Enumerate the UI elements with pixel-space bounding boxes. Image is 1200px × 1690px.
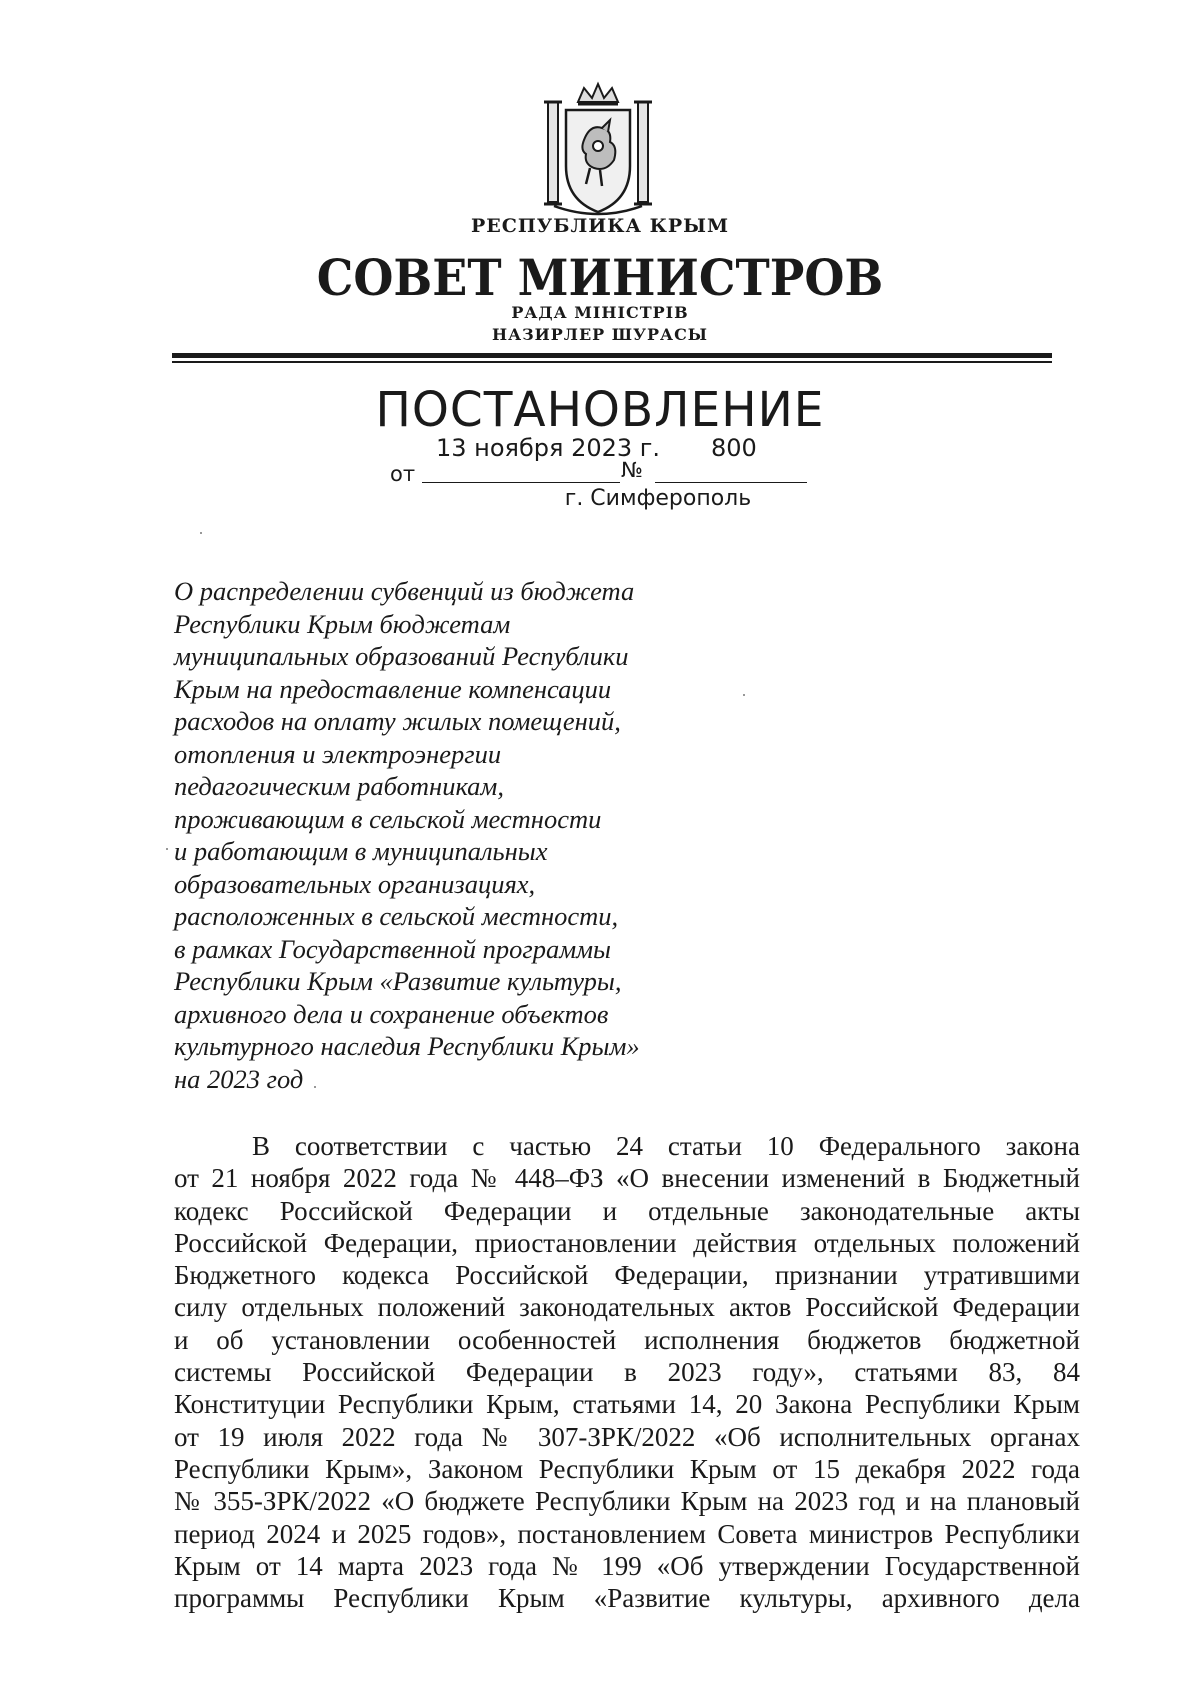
- body-line: кодекс Российской Федерации и отдельные законодательные акты: [174, 1195, 1080, 1226]
- subject-line: педагогическим работникам,: [174, 771, 504, 801]
- document-date: 13 ноября 2023 г.: [436, 434, 661, 462]
- header-divider-thick: [172, 353, 1052, 358]
- date-prefix-label: от: [390, 462, 416, 486]
- document-type-title: ПОСТАНОВЛЕНИЕ: [375, 382, 825, 438]
- body-paragraph: [174, 1130, 1080, 1614]
- body-line: период 2024 и 2025 годов», постановлением Совета министров Республики: [174, 1518, 1080, 1549]
- subject-line: расходов на оплату жилых помещений,: [174, 706, 621, 736]
- council-name-crimean-tatar: НАЗИРЛЕР ШУРАСЫ: [491, 325, 709, 344]
- body-line: от 21 ноября 2022 года № 448–ФЗ «О внесении изменений в Бюджетный: [174, 1163, 1080, 1194]
- body-line: Бюджетного кодекса Российской Федерации, признании утратившими: [174, 1260, 1080, 1291]
- council-name-ukrainian: РАДА МІНІСТРІВ: [511, 303, 689, 322]
- body-line: Российской Федерации, приостановлении действия отдельных положений: [174, 1227, 1080, 1258]
- subject-line: и работающим в муниципальных: [174, 836, 548, 866]
- document-subject: [174, 575, 774, 1095]
- republic-name: РЕСПУБЛИКА КРЫМ: [470, 215, 730, 237]
- number-prefix-label: №: [621, 458, 643, 482]
- header-divider-thin: [172, 361, 1052, 363]
- subject-line: Республики Крым бюджетам: [174, 608, 511, 639]
- city-label: г. Симферополь: [564, 486, 752, 511]
- body-line: от 19 июля 2022 года № 307-ЗРК/2022 «Об исполнительных органах: [174, 1421, 1080, 1452]
- subject-line: О распределении субвенций из бюджета: [174, 576, 635, 606]
- number-blank-line: [655, 482, 807, 483]
- subject-line: культурного наследия Республики Крым»: [174, 1031, 640, 1061]
- subject-line: образовательных организациях,: [174, 868, 536, 899]
- subject-line: Крым на предоставление компенсации: [174, 673, 612, 704]
- council-name: СОВЕТ МИНИСТРОВ: [316, 248, 884, 307]
- crimea-coat-of-arms-icon: [540, 80, 656, 220]
- subject-line: муниципальных образований Республики: [174, 641, 629, 671]
- body-line: В соответствии с частью 24 статьи 10 Федерального закона: [252, 1131, 1080, 1161]
- date-blank-line: [422, 482, 620, 483]
- subject-line: расположенных в сельской местности,: [174, 901, 619, 931]
- body-line: силу отдельных положений законодательных актов Российской Федерации: [174, 1292, 1080, 1323]
- document-number: 800: [711, 434, 757, 462]
- subject-line: отопления и электроэнергии: [174, 738, 502, 769]
- subject-line: архивного дела и сохранение объектов: [174, 998, 609, 1029]
- document-city: [0, 486, 1200, 511]
- subject-line: в рамках Государственной программы: [174, 933, 611, 964]
- body-line: Конституции Республики Крым, статьями 14, 20 Закона Республики Крым: [174, 1389, 1080, 1420]
- subject-line: на 2023 год: [174, 1063, 304, 1094]
- body-line: Крым от 14 марта 2023 года № 199 «Об утверждении Государственной: [174, 1550, 1080, 1581]
- body-line: Республики Крым», Законом Республики Крым от 15 декабря 2022 года: [174, 1453, 1080, 1484]
- body-line: № 355-ЗРК/2022 «О бюджете Республики Крым на 2023 год и на плановый: [174, 1486, 1080, 1517]
- body-line: программы Республики Крым «Развитие культуры, архивного дела: [174, 1583, 1080, 1614]
- subject-line: проживающим в сельской местности: [174, 803, 602, 834]
- subject-line: Республики Крым «Развитие культуры,: [174, 966, 622, 996]
- body-line: и об установлении особенностей исполнения бюджетов бюджетной: [174, 1324, 1080, 1355]
- scan-speck: [166, 848, 168, 850]
- scan-speck: [200, 532, 202, 534]
- scan-speck: [314, 1086, 316, 1088]
- scan-speck: [743, 694, 745, 696]
- body-line: системы Российской Федерации в 2023 году», статьями 83, 84: [174, 1357, 1080, 1388]
